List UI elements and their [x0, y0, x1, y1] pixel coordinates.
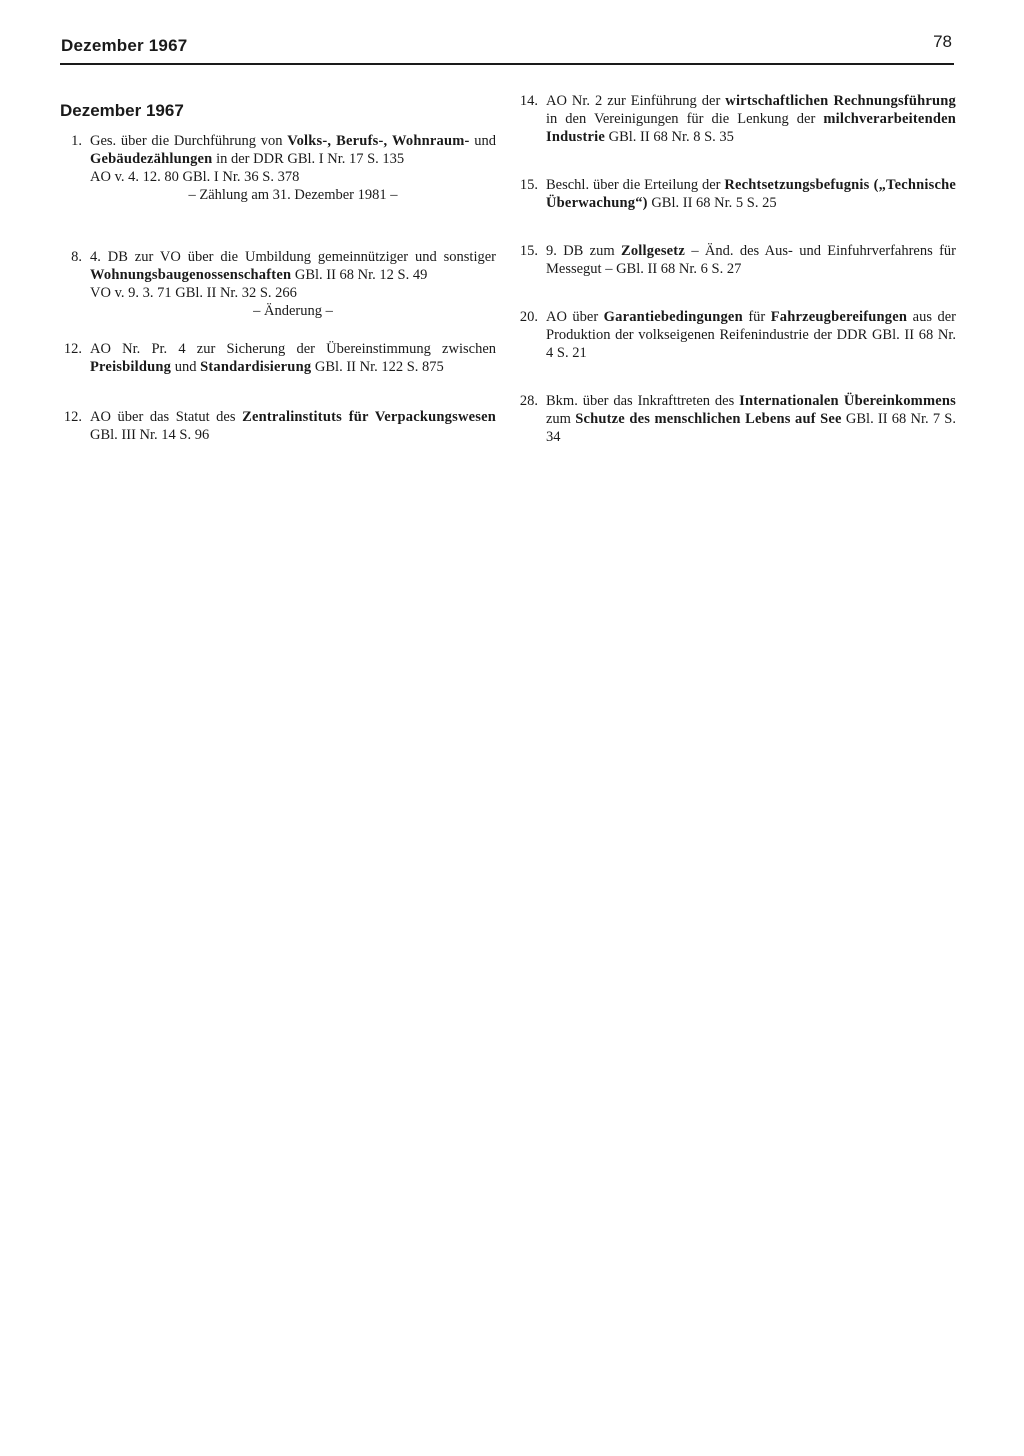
- entry-day: 8.: [71, 249, 82, 265]
- entry-text-part: Beschl. über die Erteilung der: [546, 177, 725, 193]
- entry-text: [546, 392, 956, 446]
- entry-8: [516, 308, 956, 362]
- entry-text-part: GBl. II 68 Nr. 8 S. 35: [605, 129, 734, 145]
- entry-1: [60, 132, 496, 204]
- entry-text: [90, 408, 496, 444]
- entry-text-part: GBl. II 68 Nr. 5 S. 25: [647, 195, 777, 211]
- entry-keyword: Fahrzeugbereifungen: [770, 309, 908, 325]
- entry-text-part: zum: [546, 411, 576, 427]
- section-heading: Dezember 1967: [60, 101, 184, 120]
- entry-7: [516, 242, 956, 278]
- entry-text-part: in den Vereinigungen für die Lenkung der: [546, 111, 824, 127]
- entry-text-part: AO Nr. 2 zur Einführung der: [546, 93, 726, 109]
- entry-text-part: und: [469, 133, 497, 149]
- entry-text-part: in der DDR GBl. I Nr. 17 S. 135: [212, 151, 405, 167]
- entry-day: 28.: [519, 393, 538, 409]
- entry-text-part: GBl. II 68 Nr. 7 S. 34: [546, 411, 956, 445]
- entry-day: 1.: [71, 133, 82, 149]
- entry-keyword: Schutze des menschlichen Lebens auf See: [575, 411, 842, 427]
- entry-keyword: Rechtsetzungsbefugnis („Technische Überwachung“): [546, 177, 956, 211]
- entry-keyword: Internationalen Übereinkommens: [739, 393, 956, 409]
- entry-text: [90, 248, 496, 320]
- entry-text-part: Bkm. über das Inkrafttreten des: [546, 393, 740, 409]
- entry-text-part: GBl. II 68 Nr. 12 S. 49: [291, 267, 428, 283]
- entry-4: [60, 408, 496, 444]
- amendment-reference: VO v. 9. 3. 71 GBl. II Nr. 32 S. 266: [90, 285, 297, 301]
- amendment-reference: AO v. 4. 12. 80 GBl. I Nr. 36 S. 378: [90, 169, 300, 185]
- entry-text-part: AO über: [546, 309, 604, 325]
- entry-text-part: AO über das Statut des: [90, 409, 243, 425]
- entry-5: [516, 92, 956, 146]
- entry-keyword: Volks-, Berufs-, Wohnraum-: [287, 133, 470, 149]
- entry-text-part: GBl. III Nr. 14 S. 96: [90, 427, 210, 443]
- entry-text: [546, 308, 956, 362]
- entry-9: [516, 392, 956, 446]
- entry-text-part: aus der Produktion der volkseigenen Reifenindustrie der DDR GBl. II 68 Nr. 4 S. 21: [546, 309, 956, 361]
- entry-2: [60, 248, 496, 320]
- header-rule: [60, 63, 954, 65]
- entry-day: 12.: [63, 341, 82, 357]
- entry-text-part: und: [171, 359, 201, 375]
- entry-text-part: AO Nr. Pr. 4 zur Sicherung der Übereinstimmung zwischen: [90, 341, 496, 357]
- entry-text-part: 9. DB zum: [546, 243, 621, 259]
- entry-day: 12.: [63, 409, 82, 425]
- page-number: 78: [933, 32, 952, 51]
- entry-text-part: GBl. II Nr. 122 S. 875: [311, 359, 444, 375]
- entry-keyword: Zentralinstituts für Verpackungswesen: [242, 409, 496, 425]
- entry-text: [546, 242, 956, 278]
- entry-day: 15.: [519, 177, 538, 193]
- left-column: [60, 96, 496, 476]
- entry-keyword: milchverarbeitenden Industrie: [546, 111, 956, 145]
- entry-text: [546, 176, 956, 212]
- entry-day: 20.: [519, 309, 538, 325]
- amendment-note: – Änderung –: [253, 303, 333, 319]
- entry-text: [546, 92, 956, 146]
- entry-6: [516, 176, 956, 212]
- right-column: [516, 92, 956, 478]
- entry-keyword: Wohnungsbaugenossenschaften: [90, 267, 292, 283]
- entry-keyword: Gebäudezählungen: [90, 151, 213, 167]
- running-title: Dezember 1967: [61, 36, 188, 55]
- amendment-note: – Zählung am 31. Dezember 1981 –: [188, 187, 398, 203]
- entry-keyword: Garantiebedingungen: [603, 309, 743, 325]
- entry-keyword: Zollgesetz: [620, 243, 685, 259]
- entry-text-part: 4. DB zur VO über die Umbildung gemeinnütziger und sonstiger: [90, 249, 496, 265]
- entry-text-part: für: [742, 309, 771, 325]
- entry-3: [60, 340, 496, 376]
- entry-text-part: Ges. über die Durchführung von: [90, 133, 288, 149]
- entry-keyword: Preisbildung: [90, 359, 172, 375]
- entry-text-part: – Änd. des Aus- und Einfuhrverfahrens für Messegut – GBl. II 68 Nr. 6 S. 27: [546, 243, 956, 277]
- entry-text: [90, 132, 496, 204]
- entry-text: [90, 340, 496, 376]
- entry-day: 14.: [519, 93, 538, 109]
- entry-keyword: Standardisierung: [200, 359, 312, 375]
- entry-day: 15.: [519, 243, 538, 259]
- entry-keyword: wirtschaftlichen Rechnungsführung: [725, 93, 956, 109]
